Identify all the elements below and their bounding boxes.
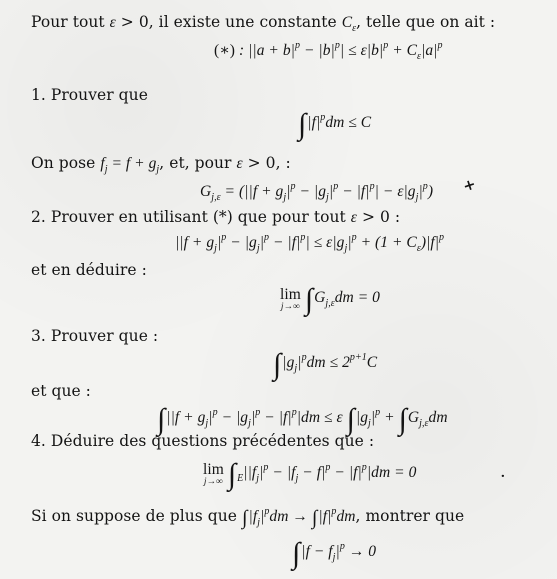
question-4-formula: lim j→∞ $\int_E||f_j|^p - |f_j - f|^p - |f|^p|dm = 0$ [203,458,417,491]
dot-mark: · [500,466,506,487]
formula-star: (∗) : $||a + b|^p - |b|^p| \le \varepsilon|b|^p + C_\varepsilon|a|^p$ [214,40,443,62]
question-3-formula-2: $\int||f + g_j|^p - |g_j|^p - |f|^p|dm \le \varepsilon$ $\int|g_j|^p + \int G_{j,\varepsilon}dm$ [157,403,448,436]
intro-text: Pour tout ε > 0, il existe une constante $C_\varepsilon$, telle que on ait : [31,13,496,34]
handwritten-plus-mark: + [460,174,479,196]
g-definition: $G_{j,\varepsilon} = (||f + g_j|^p - |g_j|^p - |f|^p| - \varepsilon|g_j|^p)$ [200,181,434,203]
limit-formula: lim j→∞ $\int G_{j,\varepsilon}dm = 0$ [280,283,380,316]
final-question-label: Si on suppose de plus que $\int|f_j|^pdm \to \int|f|^pdm$, montrer que [31,506,465,529]
question-1-formula: $\int|f|^pdm \le C$ [298,108,372,141]
question-2-label: 2. Prouver en utilisant (*) que pour tout ε > 0 : [31,208,401,226]
setup-text: On pose $f_j = f + g_j$, et, pour ε > 0, : [31,154,291,175]
question-3-formula: $\int|g_j|^pdm \le 2^{p+1}C$ [273,348,378,381]
and-that-text: et que : [31,382,91,400]
final-formula: $\int|f - f_j|^p \to 0$ [292,537,377,570]
deduce-text: et en déduire : [31,261,147,279]
question-4-label: 4. Déduire des questions précédentes que : [31,432,375,450]
question-1-label: 1. Prouver que [31,86,148,104]
question-2-formula: $||f + g_j|^p - |g_j|^p - |f|^p| \le \varepsilon|g_j|^p + (1 + C_\varepsilon)|f|^p$ [175,232,445,254]
question-3-label: 3. Prouver que : [31,327,159,345]
